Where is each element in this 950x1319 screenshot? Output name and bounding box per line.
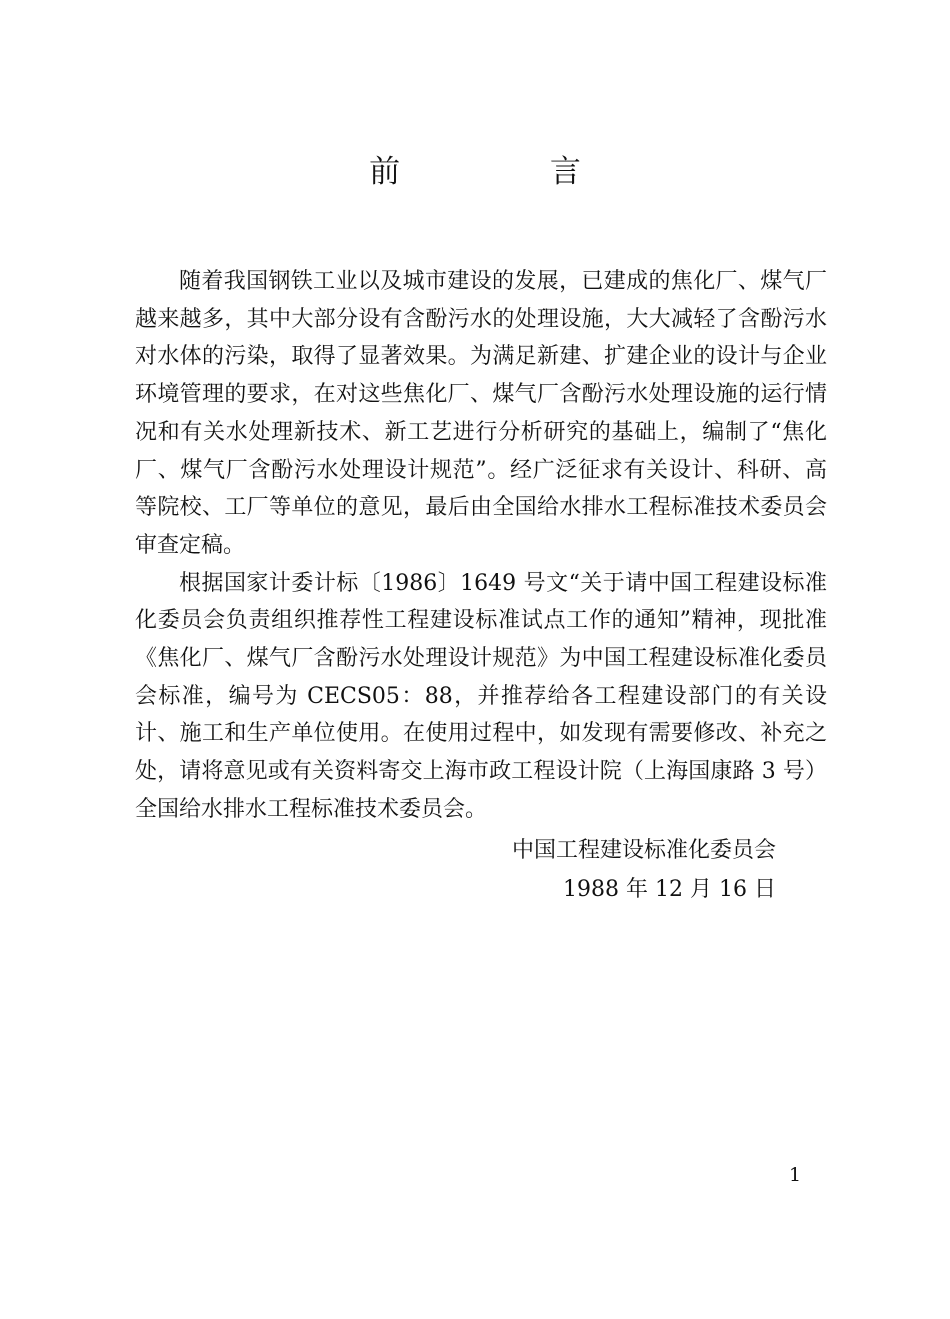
paragraph-2: 根据国家计委计标〔1986〕1649 号文“关于请中国工程建设标准化委员会负责组织推荐性工程建设标准试点工作的通知”精神，现批准《焦化厂、煤气厂含酚污水处理设计规范》为中国工程建设标准化委员会标准，编号为 CECS05：88，并推荐给各工程建设部门的有关设计、施工和生产单位使用。在使用过程中，如发现有需要修改、补充之处，请将意见或有关资料寄交上海市政工程设计院（上海国康路 3 号）全国给水排水工程标准技术委员会。 [135, 570, 827, 822]
signature-date: 1988 年 12 月 16 日 [563, 877, 776, 902]
page-number: 1 [788, 1164, 802, 1186]
page-title: 前 言 [369, 154, 651, 190]
signature-organization: 中国工程建设标准化委员会 [511, 838, 776, 863]
paragraph-1: 随着我国钢铁工业以及城市建设的发展，已建成的焦化厂、煤气厂越来越多，其中大部分设有含酚污水的处理设施，大大减轻了含酚污水对水体的污染，取得了显著效果。为满足新建、扩建企业的设计与企业环境管理的要求，在对这些焦化厂、煤气厂含酚污水处理设施的运行情况和有关水处理新技术、新工艺进行分析研究的基础上，编制了“焦化厂、煤气厂含酚污水处理设计规范”。经广泛征求有关设计、科研、高等院校、工厂等单位的意见，最后由全国给水排水工程标准技术委员会审查定稿。 [135, 269, 827, 558]
preface-body [135, 263, 827, 829]
